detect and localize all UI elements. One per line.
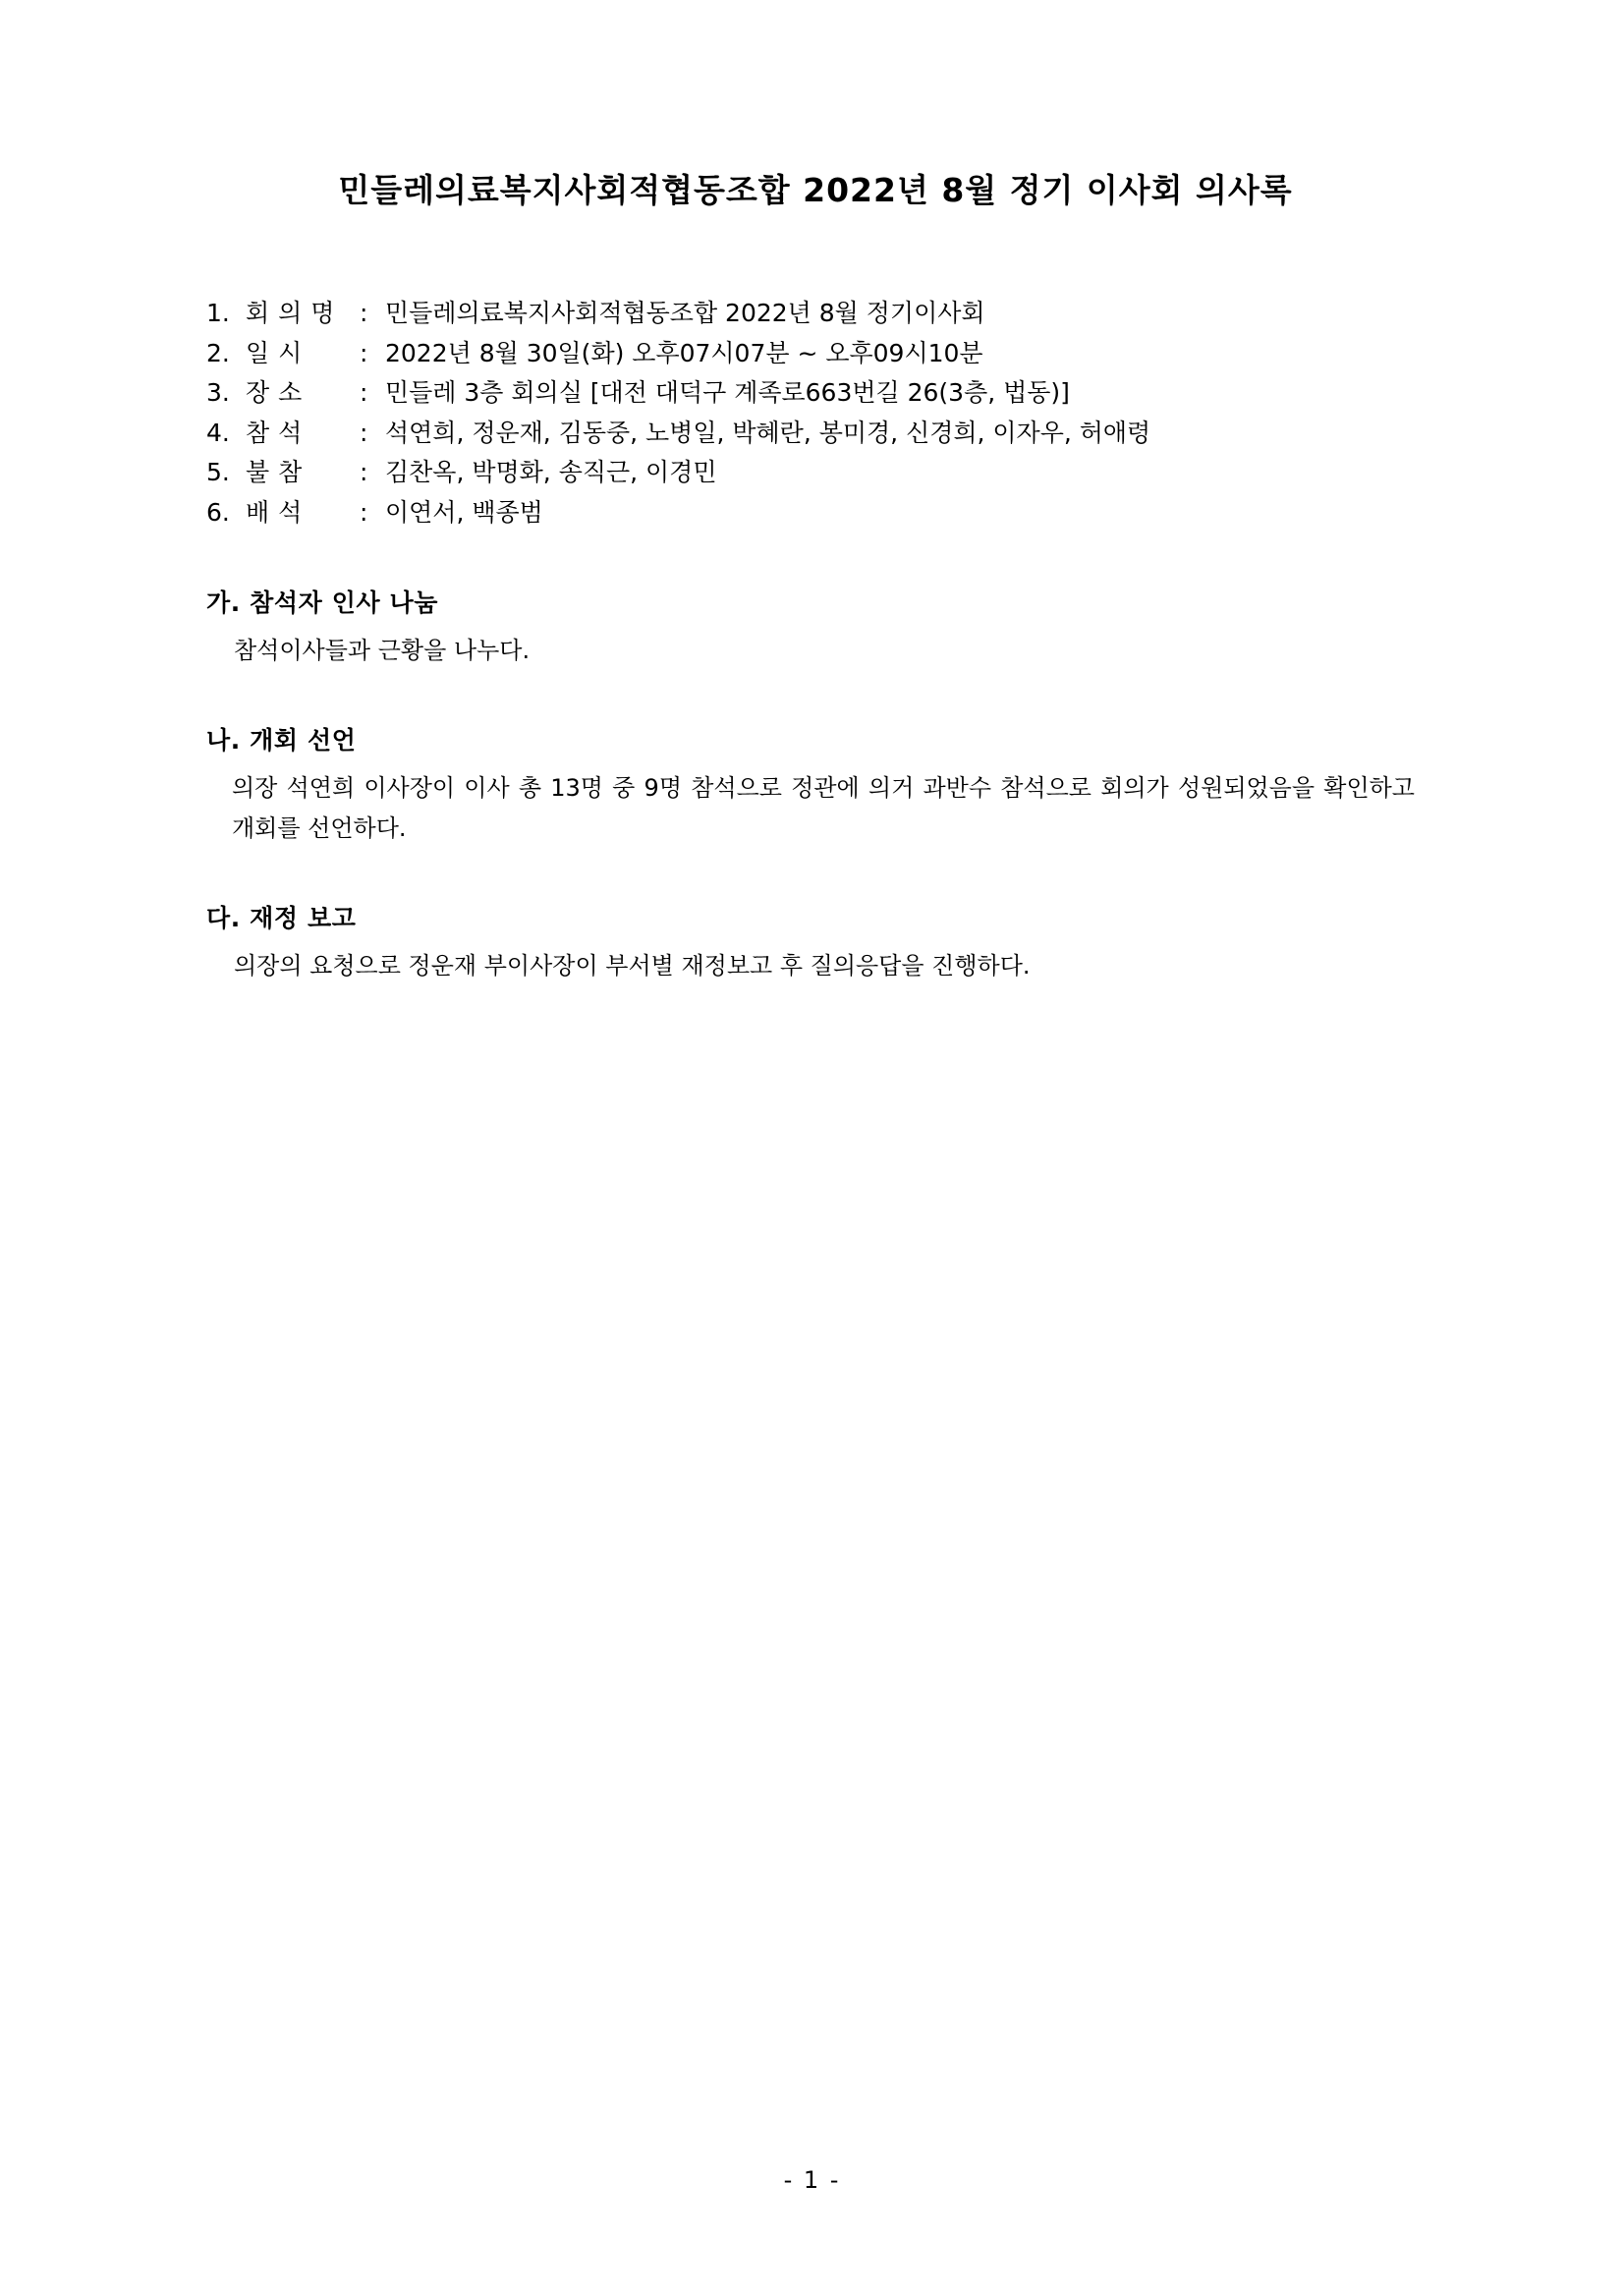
section-opening-declaration (206, 721, 1425, 848)
meeting-info-row (206, 334, 1425, 374)
page-number: - 1 - (783, 2166, 841, 2194)
section-heading: 가. 참석자 인사 나눔 (206, 588, 439, 617)
section-body: 의장 석연희 이사장이 이사 총 13명 중 9명 참석으로 정관에 의거 과반수 참석으로 회의가 성원되었음을 확인하고 개회를 선언하다. (232, 774, 1415, 842)
meeting-info-row (206, 294, 1425, 334)
meeting-info-separator: : (360, 338, 368, 367)
document-content (206, 147, 1425, 985)
section-financial-report (206, 899, 1425, 985)
meeting-info-value: 민들레의료복지사회적협동조합 2022년 8월 정기이사회 (385, 299, 985, 327)
meeting-info-value: 이연서, 백종범 (385, 497, 543, 527)
meeting-info-separator: : (360, 378, 368, 407)
meeting-info-value: 민들레 3층 회의실 [대전 대덕구 계족로663번길 26(3층, 법동)] (385, 378, 1070, 407)
section-body: 의장의 요청으로 정운재 부이사장이 부서별 재정보고 후 질의응답을 진행하다. (234, 951, 1031, 980)
section-body: 참석이사들과 근황을 나누다. (234, 637, 531, 664)
section-heading: 나. 개회 선언 (206, 726, 357, 756)
meeting-info-separator: : (360, 299, 368, 327)
meeting-info-row (206, 493, 1425, 533)
meeting-info-number: 1. (206, 299, 230, 327)
meeting-info-label: 장 소 (246, 378, 303, 407)
meeting-info-value: 김찬옥, 박명화, 송직근, 이경민 (385, 458, 717, 486)
meeting-info-number: 5. (206, 458, 230, 486)
meeting-info-row (206, 453, 1425, 493)
meeting-info-row (206, 414, 1425, 454)
meeting-info-row (206, 373, 1425, 414)
meeting-info-value: 2022년 8월 30일(화) 오후07시07분 ~ 오후09시10분 (385, 338, 983, 367)
meeting-info-number: 4. (206, 418, 230, 447)
meeting-info-value: 석연희, 정운재, 김동중, 노병일, 박혜란, 봉미경, 신경희, 이자우, 허애령 (385, 418, 1151, 447)
meeting-info-number: 6. (206, 497, 230, 527)
meeting-info-label: 일 시 (246, 338, 303, 367)
page-title: 민들레의료복지사회적협동조합 2022년 8월 정기 이사회 의사록 (338, 171, 1293, 209)
meeting-info-label: 참 석 (246, 418, 303, 447)
meeting-info-separator: : (360, 418, 368, 447)
meeting-info-label: 배 석 (246, 497, 303, 527)
meeting-info-label: 회 의 명 (246, 299, 335, 327)
meeting-info-separator: : (360, 497, 368, 527)
meeting-info-number: 3. (206, 378, 230, 407)
meeting-info-number: 2. (206, 338, 230, 367)
section-attendee-greeting (206, 584, 1425, 670)
section-heading: 다. 재정 보고 (206, 903, 357, 932)
meeting-info-label: 불 참 (246, 458, 303, 486)
meeting-info-list (206, 294, 1425, 532)
meeting-info-separator: : (360, 458, 368, 486)
